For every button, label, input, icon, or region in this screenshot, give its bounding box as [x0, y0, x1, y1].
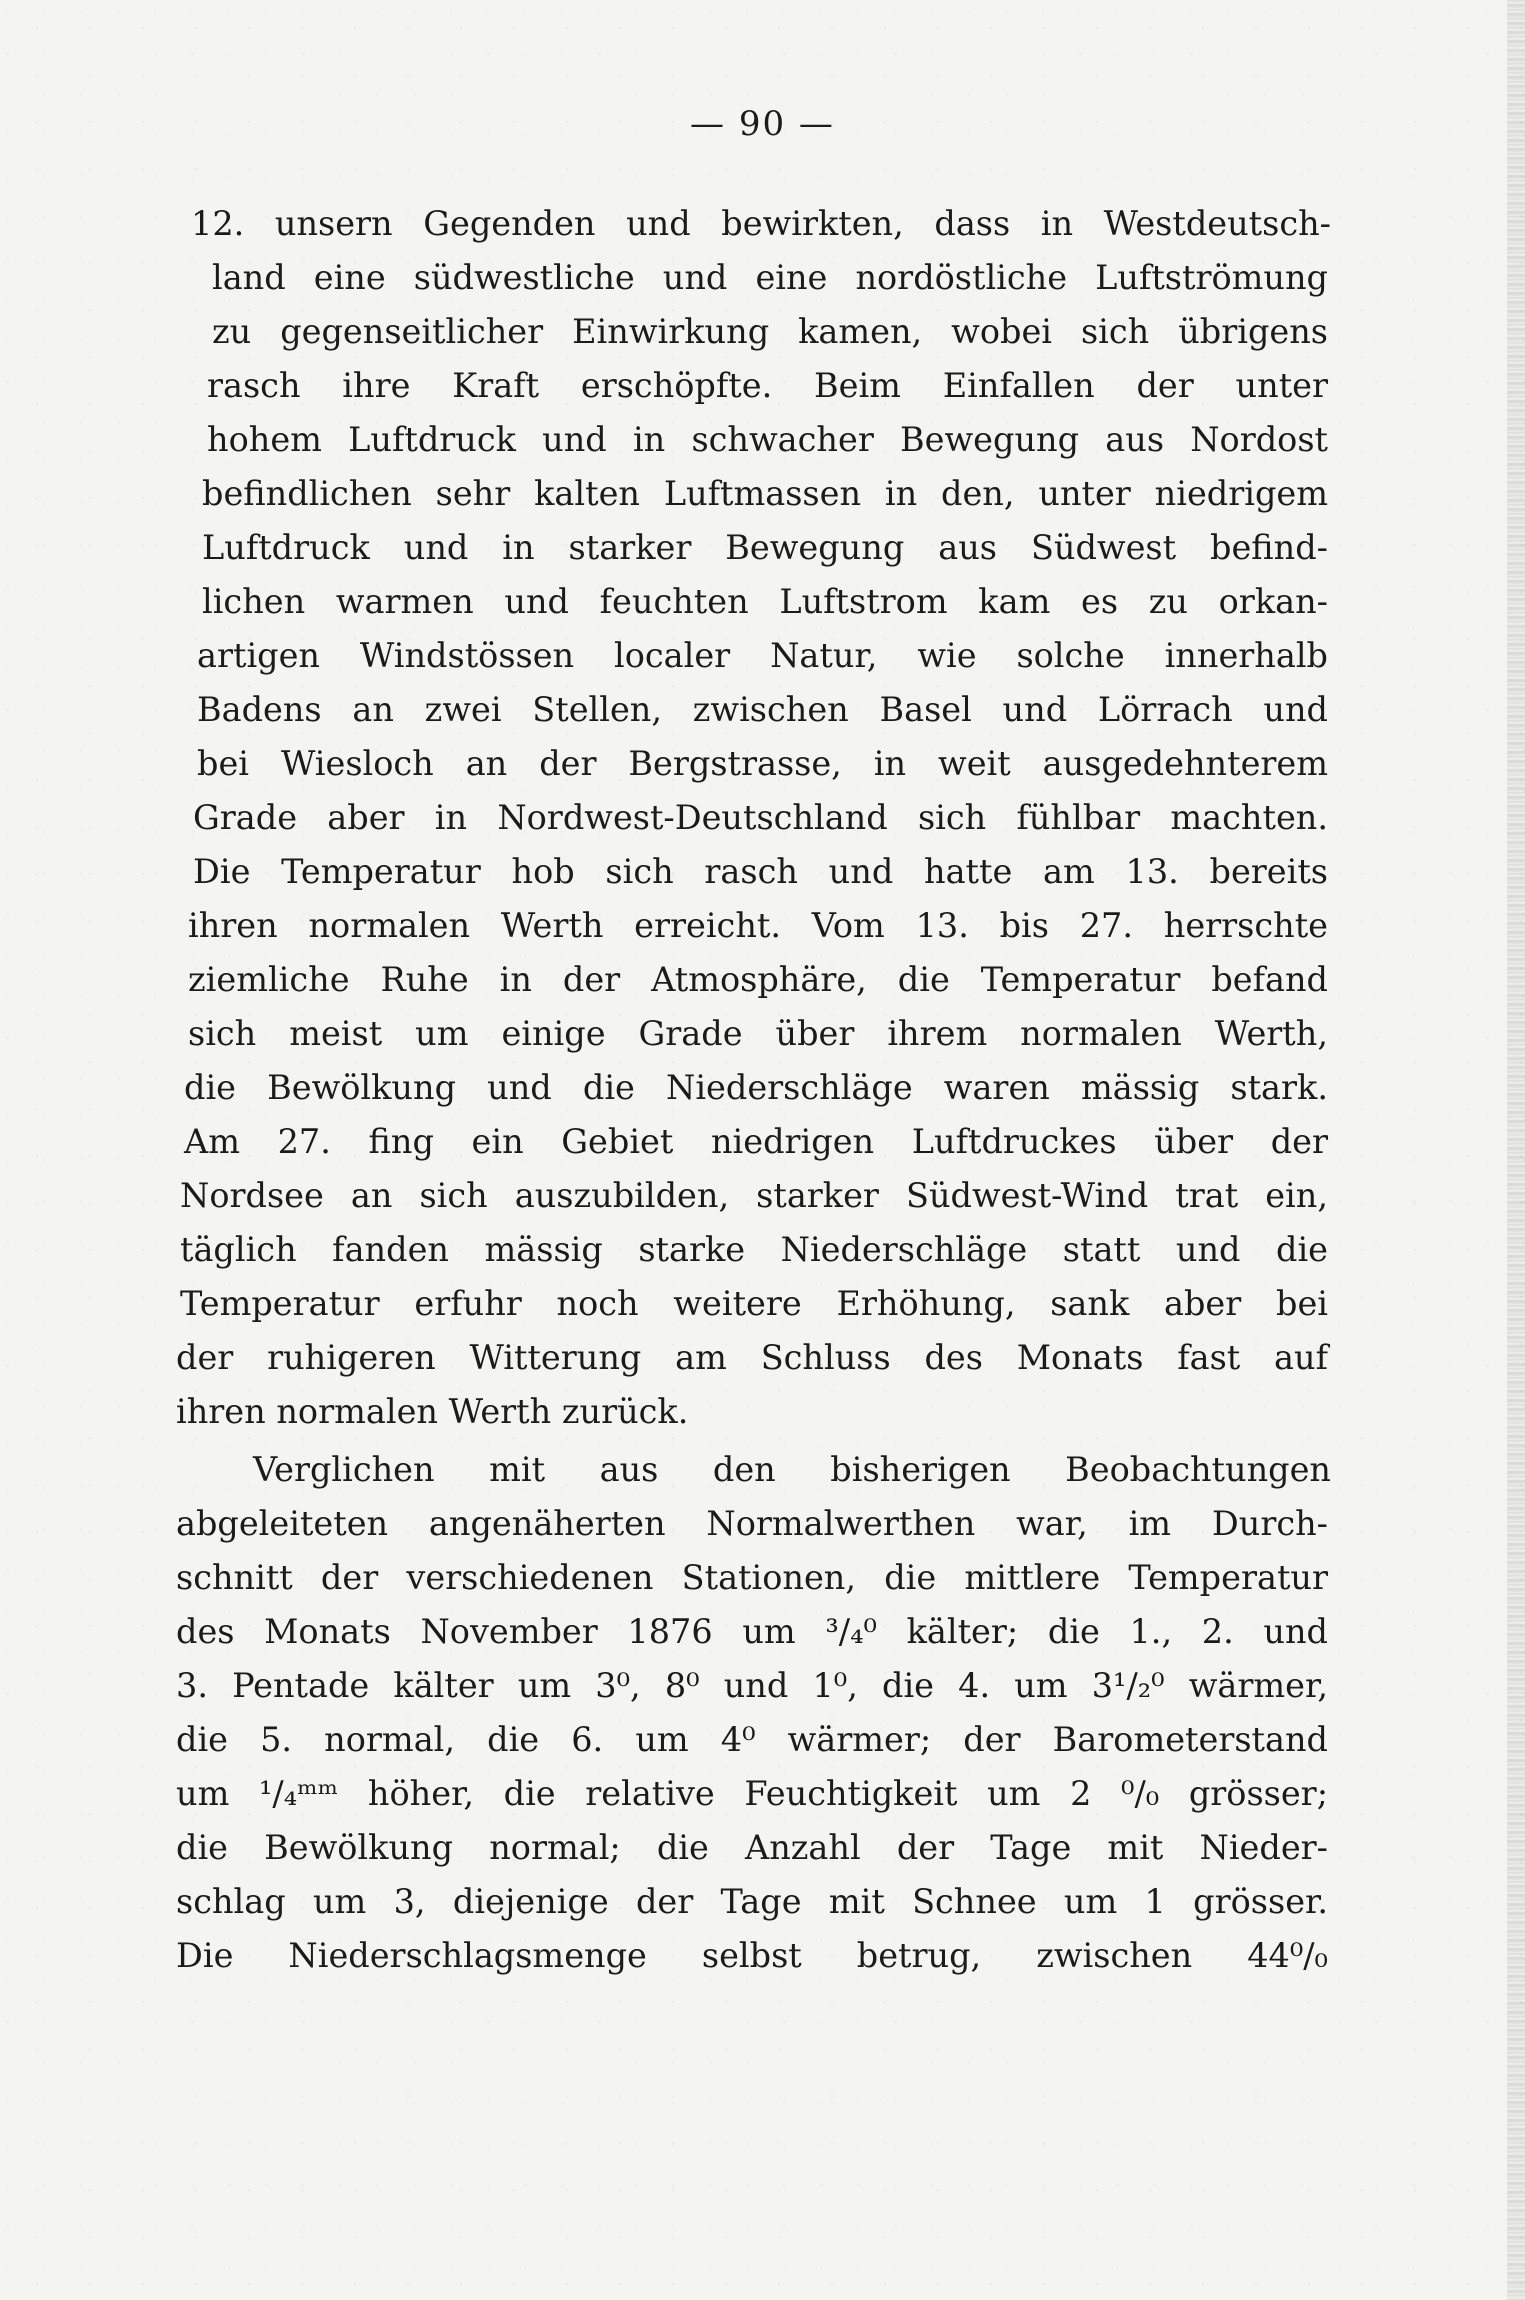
- text-line: lichen warmen und feuchten Luftstrom kam es zu orkan-: [202, 582, 1328, 621]
- text-line: 3. Pentade kälter um 3⁰, 8⁰ und 1⁰, die 4. um 3¹/₂⁰ wärmer,: [176, 1666, 1328, 1705]
- text-line: ihren normalen Werth erreicht. Vom 13. bis 27. herrschte: [188, 906, 1328, 945]
- text-line: schnitt der verschiedenen Stationen, die mittlere Temperatur: [176, 1558, 1328, 1597]
- text-line: rasch ihre Kraft erschöpfte. Beim Einfallen der unter: [207, 366, 1328, 405]
- text-line: hohem Luftdruck und in schwacher Bewegung aus Nordost: [207, 420, 1328, 459]
- text-line: die Bewölkung normal; die Anzahl der Tage mit Nieder-: [176, 1828, 1328, 1867]
- text-line: Am 27. fing ein Gebiet niedrigen Luftdruckes über der: [184, 1122, 1328, 1161]
- text-line: Badens an zwei Stellen, zwischen Basel und Lörrach und: [197, 690, 1328, 729]
- text-line: befindlichen sehr kalten Luftmassen in den, unter niedrigem: [202, 474, 1328, 513]
- text-line: Die Niederschlagsmenge selbst betrug, zwischen 44⁰/₀: [176, 1936, 1328, 1975]
- text-line: schlag um 3, diejenige der Tage mit Schnee um 1 grösser.: [176, 1882, 1328, 1921]
- text-line: bei Wiesloch an der Bergstrasse, in weit ausgedehnterem: [197, 744, 1328, 783]
- text-line: ziemliche Ruhe in der Atmosphäre, die Temperatur befand: [188, 960, 1328, 999]
- page-edge-shadow: [1507, 0, 1525, 2300]
- text-line: Luftdruck und in starker Bewegung aus Südwest befind-: [202, 528, 1328, 567]
- text-line: abgeleiteten angenäherten Normalwerthen war, im Durch-: [176, 1504, 1328, 1543]
- text-line: Verglichen mit aus den bisherigen Beobachtungen: [253, 1450, 1331, 1489]
- text-line: land eine südwestliche und eine nordöstliche Luftströmung: [212, 258, 1328, 297]
- text-line: Grade aber in Nordwest-Deutschland sich fühlbar machten.: [193, 798, 1328, 837]
- text-line: um ¹/₄ᵐᵐ höher, die relative Feuchtigkeit um 2 ⁰/₀ grösser;: [176, 1774, 1328, 1813]
- text-line: sich meist um einige Grade über ihrem normalen Werth,: [188, 1014, 1328, 1053]
- text-line: täglich fanden mässig starke Niederschläge statt und die: [180, 1230, 1328, 1269]
- page-number: — 90 —: [690, 104, 835, 144]
- text-line: die Bewölkung und die Niederschläge waren mässig stark.: [184, 1068, 1328, 1107]
- text-line: zu gegenseitlicher Einwirkung kamen, wobei sich übrigens: [212, 312, 1328, 351]
- text-line: ihren normalen Werth zurück.: [176, 1392, 689, 1431]
- text-line: artigen Windstössen localer Natur, wie solche innerhalb: [197, 636, 1328, 675]
- text-line: die 5. normal, die 6. um 4⁰ wärmer; der Barometerstand: [176, 1720, 1328, 1759]
- text-line: Nordsee an sich auszubilden, starker Südwest-Wind trat ein,: [180, 1176, 1328, 1215]
- text-line: des Monats November 1876 um ³/₄⁰ kälter; die 1., 2. und: [176, 1612, 1328, 1651]
- text-line: Temperatur erfuhr noch weitere Erhöhung, sank aber bei: [180, 1284, 1328, 1323]
- text-line: der ruhigeren Witterung am Schluss des Monats fast auf: [176, 1338, 1328, 1377]
- text-line: Die Temperatur hob sich rasch und hatte am 13. bereits: [193, 852, 1328, 891]
- text-line: 12. unsern Gegenden und bewirkten, dass in Westdeutsch-: [191, 204, 1331, 243]
